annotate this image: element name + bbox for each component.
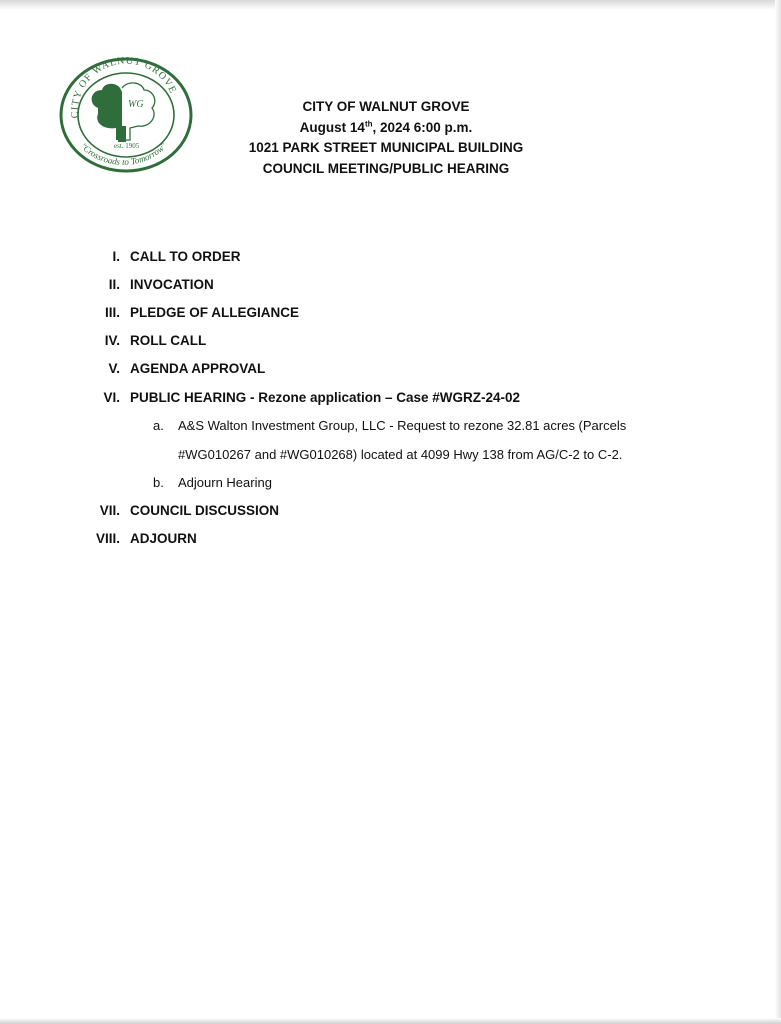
city-name: CITY OF WALNUT GROVE xyxy=(302,99,470,114)
agenda-item-number: VIII. xyxy=(95,531,120,546)
agenda-item-number: VII. xyxy=(99,503,120,518)
meeting-date-day: August 14 xyxy=(299,119,365,135)
seal-established: est. 1905 xyxy=(114,142,140,150)
agenda-item-label: AGENDA APPROVAL xyxy=(130,361,266,376)
agenda-item-label: PLEDGE OF ALLEGIANCE xyxy=(130,305,300,320)
meeting-date-time: , 2024 6:00 p.m. xyxy=(372,119,473,135)
seal-ring-text: CITY OF WALNUT GROVE xyxy=(69,56,179,119)
agenda-item-number: V. xyxy=(108,361,120,376)
subitem-text: #WG010267 and #WG010268) located at 4099 Hwy 138 from AG/C-2 to C-2. xyxy=(178,447,623,462)
subitem-text: A&S Walton Investment Group, LLC - Request to rezone 32.81 acres (Parcels xyxy=(178,418,627,433)
agenda-item-number: II. xyxy=(108,277,120,292)
meeting-type: COUNCIL MEETING/PUBLIC HEARING xyxy=(262,160,510,176)
agenda-item-number: IV. xyxy=(104,333,120,348)
meeting-location: 1021 PARK STREET MUNICIPAL BUILDING xyxy=(248,140,524,155)
subitem-text: Adjourn Hearing xyxy=(178,475,272,490)
subitem-letter: b. xyxy=(153,475,164,490)
scan-top-edge xyxy=(0,0,781,10)
agenda-header xyxy=(200,97,572,179)
seal-motto: "Crossroads to Tomorrow" xyxy=(78,140,169,167)
agenda-item-number: I. xyxy=(112,249,120,264)
scan-right-edge xyxy=(775,0,781,1024)
agenda-item-label: INVOCATION xyxy=(130,277,214,292)
agenda-item-label: ROLL CALL xyxy=(130,333,207,348)
city-seal-logo xyxy=(58,56,194,174)
seal-monogram: WG xyxy=(128,99,144,110)
agenda-item-label: CALL TO ORDER xyxy=(130,249,241,264)
meeting-date-ordinal: th xyxy=(364,119,373,128)
agenda-item-number: III. xyxy=(104,305,120,320)
scan-bottom-edge xyxy=(0,1018,781,1024)
meeting-date xyxy=(200,118,572,139)
agenda-item-number: VI. xyxy=(103,390,120,405)
tree-icon xyxy=(92,83,155,142)
agenda-item-label: PUBLIC HEARING - Rezone application – Case #WGRZ-24-02 xyxy=(130,390,521,405)
agenda-item-label: COUNCIL DISCUSSION xyxy=(130,503,280,518)
subitem-letter: a. xyxy=(153,418,164,433)
agenda-item-label: ADJOURN xyxy=(130,531,197,546)
